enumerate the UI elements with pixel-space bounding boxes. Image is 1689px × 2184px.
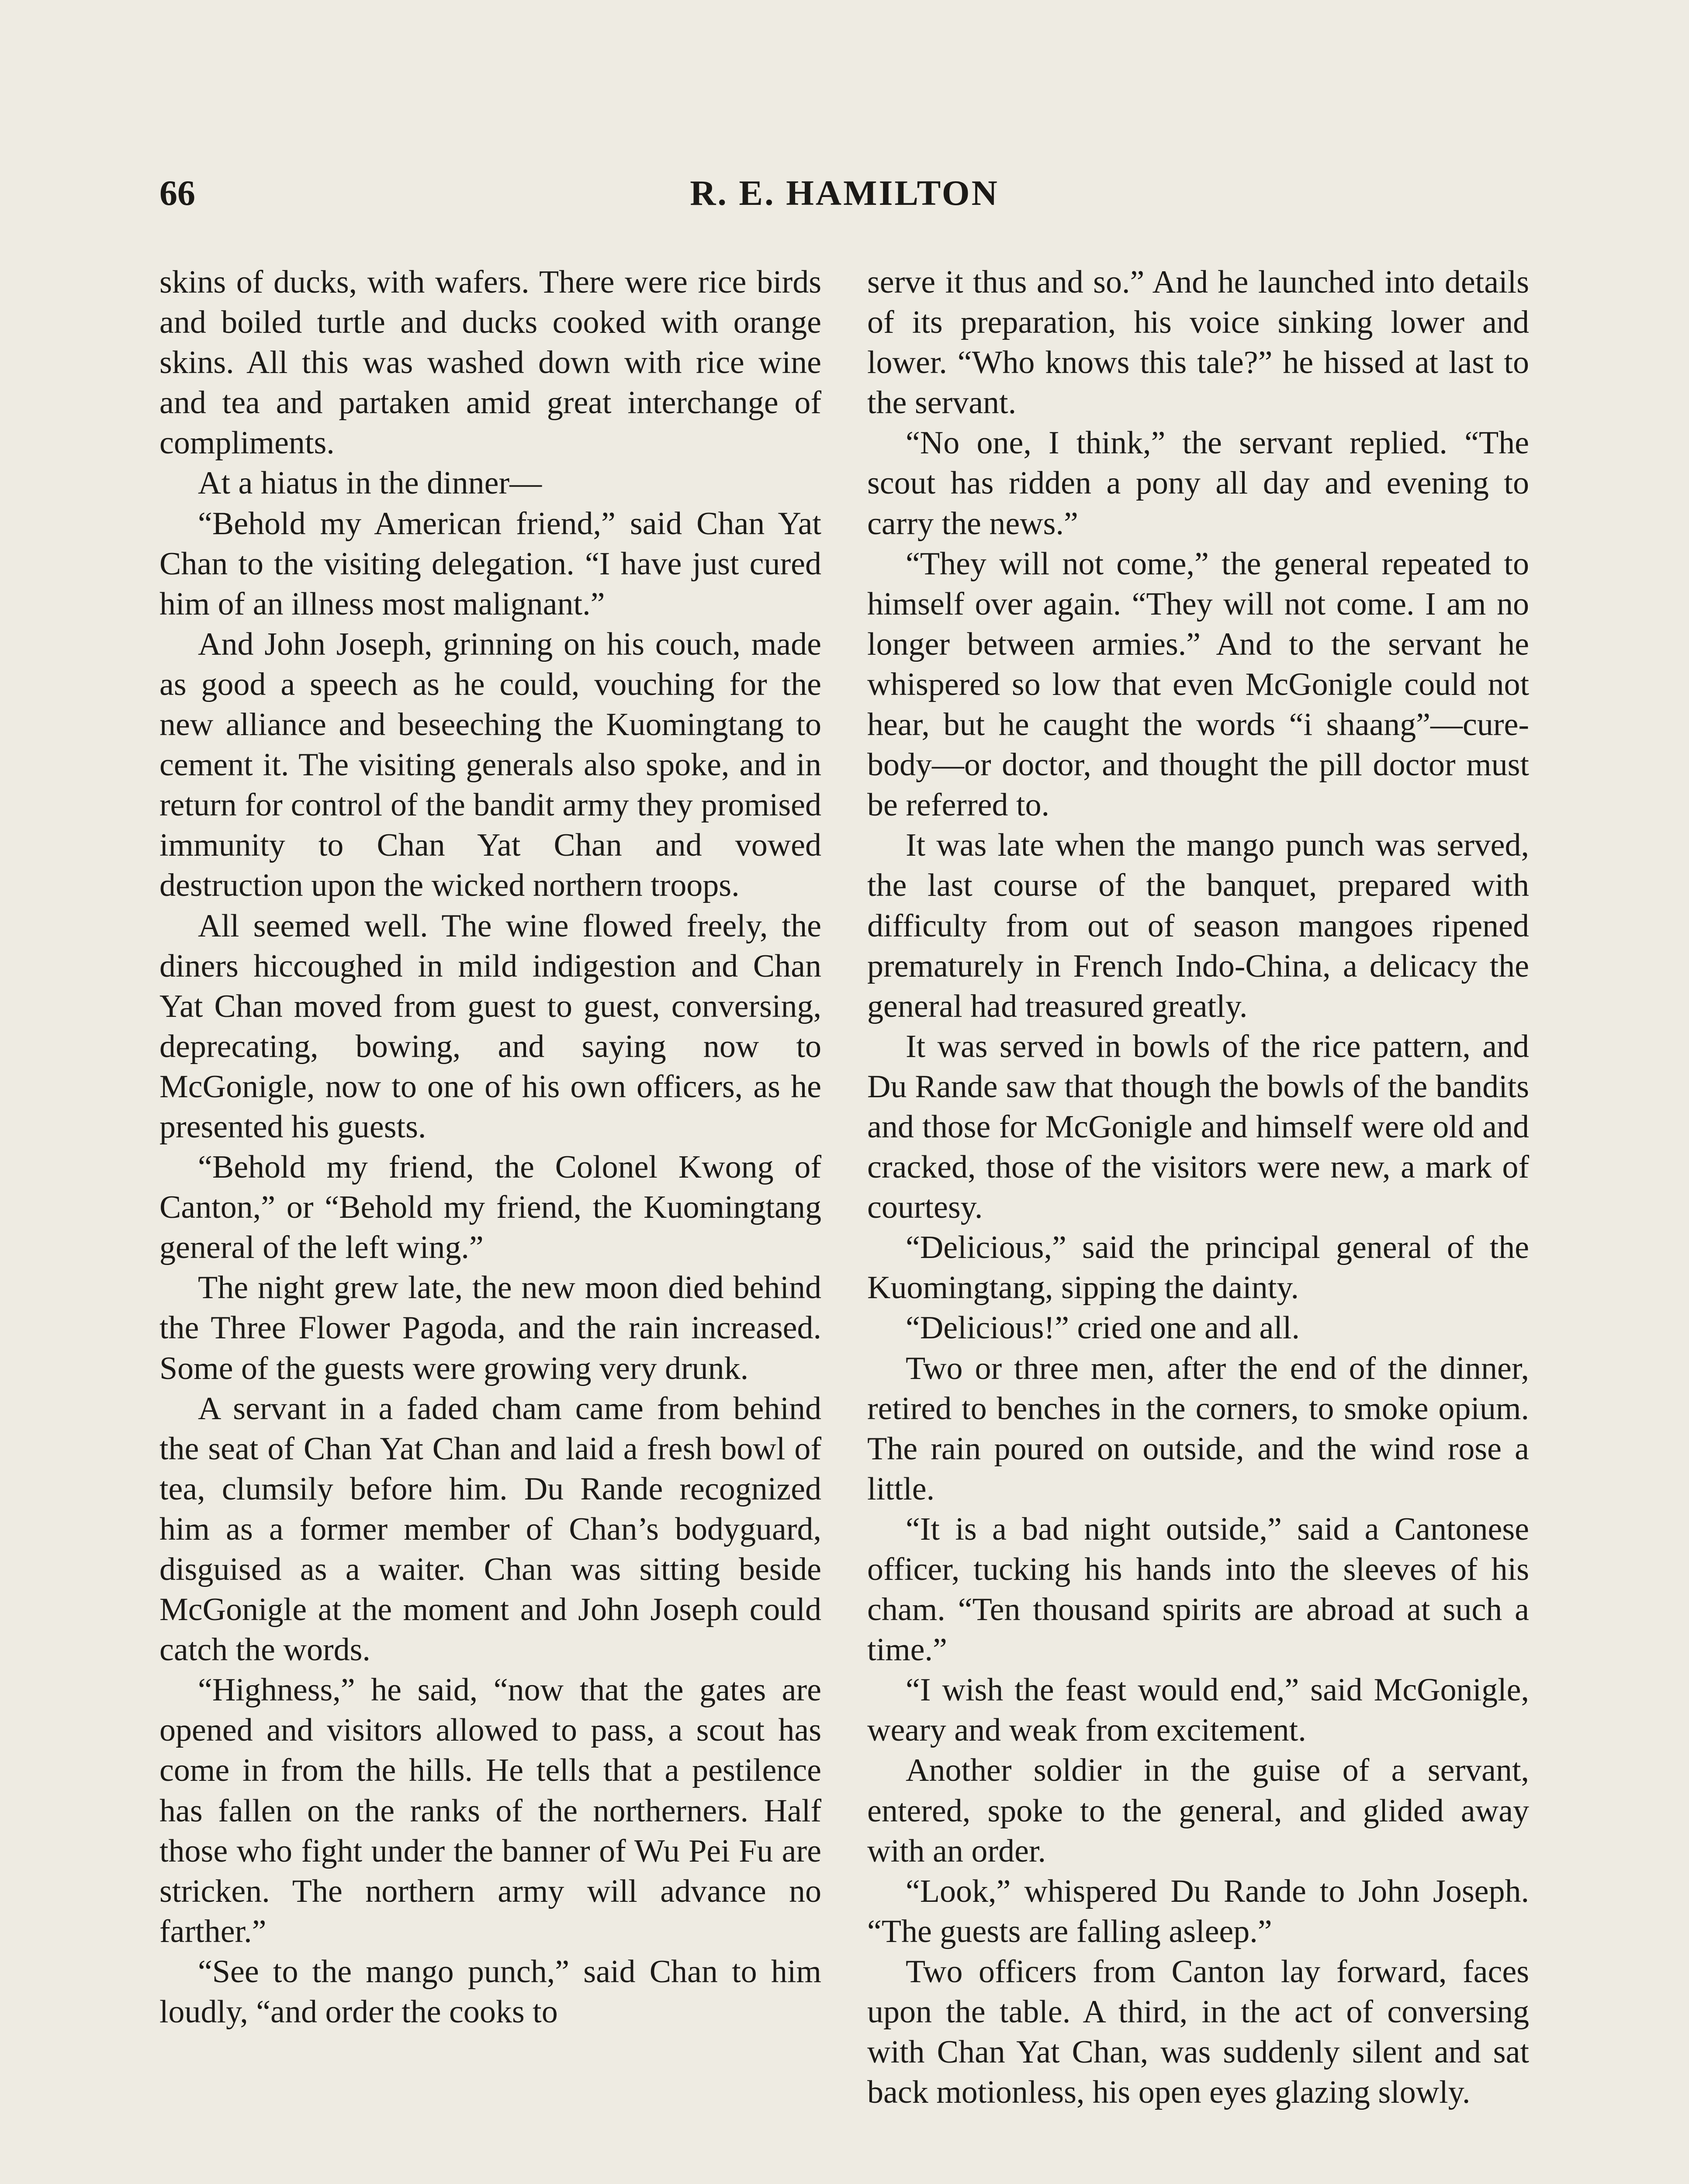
paragraph: “No one, I think,” the servant replied. “The scout has ridden a pony all day and evening to carry the news.” [867, 425, 1529, 542]
paragraph: A servant in a faded cham came from behind the seat of Chan Yat Chan and laid a fresh bowl of tea, clumsily before him. Du Rande recognized him as a former member of Chan’s bodyguard, disguised as a waiter. Chan was sitting beside McGonigle at the moment and John Joseph could catch the words. [159, 1390, 821, 1668]
paragraph: serve it thus and so.” And he launched into details of its preparation, his voice sinking lower and lower. “Who knows this tale?” he hissed at last to the servant. [867, 264, 1529, 421]
paragraph: “See to the mango punch,” said Chan to him loudly, “and order the cooks to [159, 1953, 821, 2030]
paragraph: “It is a bad night outside,” said a Cantonese officer, tucking his hands into the sleeves of his cham. “Ten thousand spirits are abroad at such a time.” [867, 1511, 1529, 1668]
paragraph: “Look,” whispered Du Rande to John Joseph. “The guests are falling asleep.” [867, 1873, 1529, 1949]
paragraph: “They will not come,” the general repeated to himself over again. “They will not come. I am no longer between armies.” And to the servant he whispered so low that even McGonigle could not hear, but he caught the words “i shaang”—cure-body—or doctor, and thought the pill doctor must be referred to. [867, 546, 1529, 823]
paragraph: The night grew late, the new moon died behind the Three Flower Pagoda, and the rain increased. Some of the guests were growing very drunk. [159, 1270, 821, 1386]
right-column [867, 262, 1529, 2112]
paragraph: Two or three men, after the end of the dinner, retired to benches in the corners, to smoke opium. The rain poured on outside, and the wind rose a little. [867, 1350, 1529, 1507]
paragraph: “Behold my friend, the Colonel Kwong of Canton,” or “Behold my friend, the Kuomingtang general of the left wing.” [159, 1149, 821, 1266]
page-header [159, 173, 1530, 221]
paragraph: “Delicious!” cried one and all. [906, 1310, 1300, 1346]
paragraph: It was served in bowls of the rice pattern, and Du Rande saw that though the bowls of the bandits and those for McGonigle and himself were old and cracked, those of the visitors were new, a mark of courtesy. [867, 1028, 1529, 1226]
paragraph: Another soldier in the guise of a servant, entered, spoke to the general, and glided away with an order. [867, 1752, 1529, 1869]
paragraph: skins of ducks, with wafers. There were rice birds and boiled turtle and ducks cooked with orange skins. All this was washed down with rice wine and tea and partaken amid great interchange of compliments. [159, 264, 821, 461]
page-number: 66 [159, 173, 195, 213]
paragraph: “Delicious,” said the principal general of the Kuomingtang, sipping the dainty. [867, 1230, 1529, 1306]
paragraph: All seemed well. The wine flowed freely, the diners hiccoughed in mild indigestion and Chan Yat Chan moved from guest to guest, conversing, deprecating, bowing, and saying now to McGonigle, now to one of his own officers, as he presented his guests. [159, 908, 821, 1145]
paragraph: And John Joseph, grinning on his couch, made as good a speech as he could, vouching for the new alliance and beseeching the Kuomingtang to cement it. The visiting generals also spoke, and in return for control of the bandit army they promised immunity to Chan Yat Chan and vowed destruction upon the wicked northern troops. [159, 626, 821, 904]
paragraph: It was late when the mango punch was served, the last course of the banquet, prepared with difficulty from out of season mangoes ripened prematurely in French Indo-China, a delicacy the general had treasured greatly. [867, 827, 1529, 1024]
paragraph: At a hiatus in the dinner— [198, 465, 542, 501]
paragraph: “I wish the feast would end,” said McGonigle, weary and weak from excitement. [867, 1672, 1529, 1749]
running-title: R. E. HAMILTON [690, 173, 999, 213]
paragraph: “Highness,” he said, “now that the gates are opened and visitors allowed to pass, a scout has come in from the hills. He tells that a pestilence has fallen on the ranks of the northerners. Half those who fight under the banner of Wu Pei Fu are stricken. The northern army will advance no farther.” [159, 1672, 821, 1949]
paragraph: “Behold my American friend,” said Chan Yat Chan to the visiting delegation. “I have just cured him of an illness most malignant.” [159, 505, 821, 622]
left-column [159, 262, 821, 2032]
paragraph: Two officers from Canton lay forward, faces upon the table. A third, in the act of conversing with Chan Yat Chan, was suddenly silent and sat back motionless, his open eyes glazing slowly. [867, 1953, 1529, 2111]
